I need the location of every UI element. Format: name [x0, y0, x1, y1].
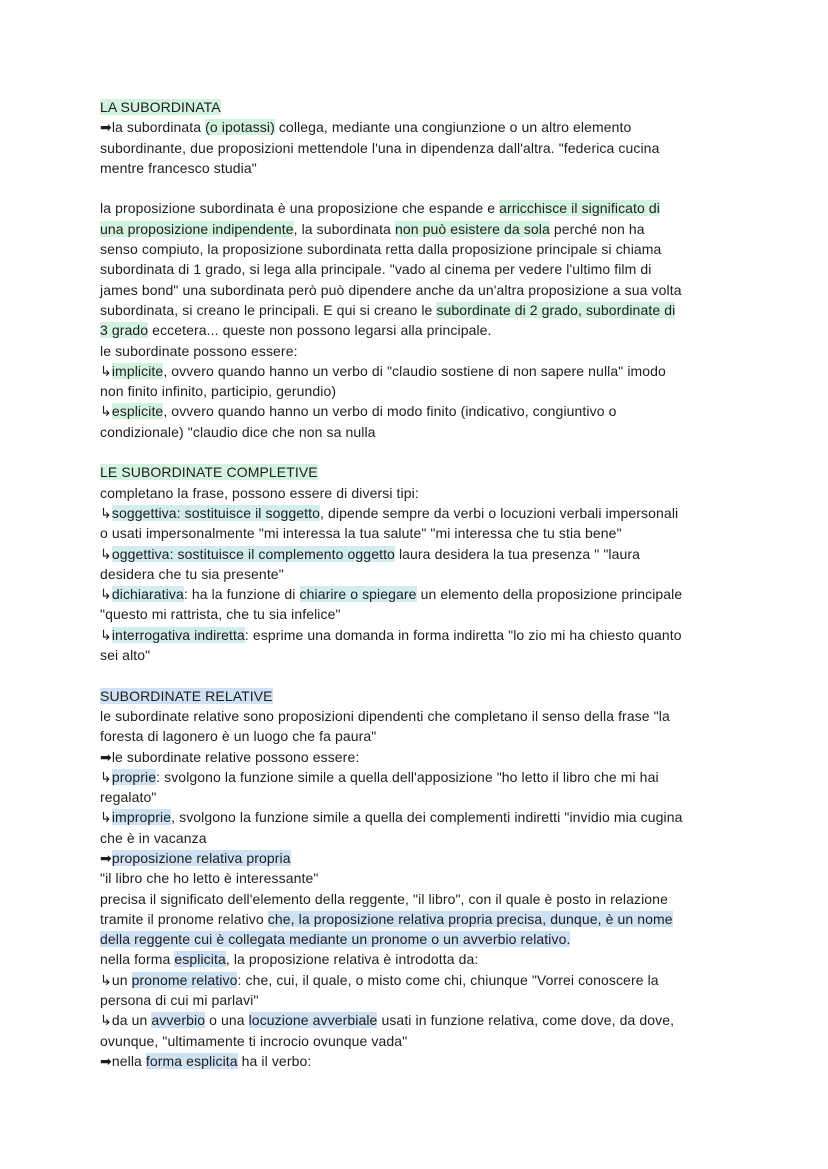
text-line	[100, 706, 750, 726]
text-run: desidera che tu sia presente"	[100, 565, 284, 582]
text-run: condizionale) "claudio dice che non sa nulla	[100, 423, 376, 440]
text-line	[100, 909, 750, 929]
text-run: , ovvero quando hanno un verbo di "claudio sostiene di non sapere nulla" imodo	[163, 362, 666, 379]
highlighted-text: non può esistere da sola	[394, 220, 550, 237]
text-line	[100, 341, 750, 361]
text-run: completano la frase, possono essere di diversi tipi:	[100, 484, 419, 501]
text-run: subordinata di 1 grado, si lega alla principale. "vado al cinema per vedere l'ultimo film di	[100, 261, 652, 278]
text-run: : che, cui, il quale, o misto come chi, chiunque "Vorrei conoscere la	[237, 971, 659, 988]
text-run: ↳da un	[100, 1012, 152, 1029]
text-line	[100, 97, 750, 117]
arrow-icon: ↳	[100, 362, 112, 379]
highlighted-text: esplicita	[174, 951, 226, 968]
arrow-icon: ↳	[100, 403, 112, 420]
highlighted-text: della reggente cui è collegata mediante un pronome o un avverbio relativo.	[100, 931, 571, 948]
arrow-icon: ↳	[100, 504, 112, 521]
text-line	[100, 361, 750, 381]
text-run: , la proposizione relativa è introdotta da:	[225, 951, 479, 968]
highlighted-text: (o ipotassi)	[205, 119, 275, 136]
text-run: la proposizione subordinata è una proposizione che espande e	[100, 200, 500, 217]
highlighted-text: avverbio	[151, 1012, 206, 1029]
text-run: , la subordinata	[293, 220, 395, 237]
text-line	[100, 949, 750, 969]
highlighted-text: che, la proposizione relativa propria precisa, dunque, è un nome	[267, 910, 673, 927]
highlighted-text: SUBORDINATE RELATIVE	[100, 687, 273, 704]
text-line	[100, 787, 750, 807]
highlighted-text: oggettiva: sostituisce il complemento oggetto	[111, 545, 395, 562]
text-line	[100, 1031, 750, 1051]
text-line	[100, 462, 750, 482]
text-run: foresta di lagonero è un luogo che fa paura"	[100, 728, 377, 745]
text-run: ➡la subordinata	[100, 119, 206, 136]
text-line	[100, 970, 750, 990]
highlighted-text: dichiarativa	[111, 586, 184, 603]
text-run: , ovvero quando hanno un verbo di modo finito (indicativo, congiuntivo o	[163, 403, 617, 420]
text-run: subordinante, due proposizioni mettendole l'una in dipendenza dall'altra. "federica cucina	[100, 139, 660, 156]
text-run: "il libro che ho letto è interessante"	[100, 870, 319, 887]
text-line	[100, 259, 750, 279]
text-line	[100, 726, 750, 746]
highlighted-text: soggettiva: sostituisce il soggetto	[111, 504, 321, 521]
text-line	[100, 767, 750, 787]
text-run: mentre francesco studia"	[100, 159, 257, 176]
text-line	[100, 990, 750, 1010]
text-run: senso compiuto, la proposizione subordinata retta dalla proposizione principale si chiama	[100, 241, 662, 258]
text-run: precisa il significato dell'elemento della reggente, "il libro", con il quale è posto in relazione	[100, 890, 668, 907]
text-line	[100, 848, 750, 868]
text-line	[100, 1051, 750, 1071]
text-run: le subordinate relative sono proposizioni dipendenti che completano il senso della frase "la	[100, 707, 670, 724]
text-run: ➡le subordinate relative possono essere:	[100, 748, 360, 765]
text-line	[100, 158, 750, 178]
text-run: subordinata, si creano le principali. E qui si creano le	[100, 301, 437, 318]
text-line	[100, 544, 750, 564]
text-run: le subordinate possono essere:	[100, 342, 298, 359]
document-content	[100, 97, 750, 1071]
text-line	[100, 1010, 750, 1030]
arrow-icon: ➡	[100, 849, 112, 866]
arrow-icon: ↳	[100, 768, 112, 785]
text-line	[100, 503, 750, 523]
text-line	[100, 929, 750, 949]
text-run: usati in funzione relativa, come dove, da dove,	[377, 1012, 675, 1029]
text-line	[100, 564, 750, 584]
arrow-icon: ↳	[100, 545, 112, 562]
highlighted-text: chiarire o spiegare	[299, 586, 417, 603]
highlighted-text: subordinate di 2 grado, subordinate di	[436, 301, 676, 318]
highlighted-text: locuzione avverbiale	[248, 1012, 378, 1029]
text-run: : svolgono la funzione simile a quella dell'apposizione "ho letto il libro che mi hai	[156, 768, 659, 785]
highlighted-text: improprie	[111, 809, 172, 826]
text-run: che è in vacanza	[100, 829, 207, 846]
text-run: james bond" una subordinata però può dipendere anche da un'altra proposizione a sua volta	[100, 281, 682, 298]
text-run: ovunque, "ultimamente ti incrocio ovunque vada"	[100, 1032, 408, 1049]
highlighted-text: proprie	[111, 768, 157, 785]
arrow-icon: ↳	[100, 586, 112, 603]
highlighted-text: una proposizione indipendente	[100, 220, 294, 237]
text-run: regalato"	[100, 789, 157, 806]
highlighted-text: LE SUBORDINATE COMPLETIVE	[100, 464, 318, 481]
text-line	[100, 747, 750, 767]
text-line	[100, 401, 750, 421]
highlighted-text: 3 grado	[100, 322, 149, 339]
highlighted-text: pronome relativo	[131, 971, 238, 988]
text-run: "questo mi rattrista, che tu sia infelice"	[100, 606, 341, 623]
text-run: , svolgono la funzione simile a quella dei complementi indiretti "invidio mia cugina	[171, 809, 683, 826]
highlighted-text: implicite	[111, 362, 164, 379]
text-line	[100, 625, 750, 645]
text-run: : ha la funzione di	[183, 586, 300, 603]
text-line	[100, 584, 750, 604]
text-run: collega, mediante una congiunzione o un altro elemento	[274, 119, 632, 136]
text-run: o una	[205, 1012, 249, 1029]
text-line	[100, 117, 750, 137]
text-run: laura desidera la tua presenza " "laura	[394, 545, 641, 562]
highlighted-text: arricchisce il significato di	[499, 200, 661, 217]
arrow-icon: ↳	[100, 626, 112, 643]
text-line	[100, 198, 750, 218]
text-line	[100, 320, 750, 340]
text-line	[100, 828, 750, 848]
text-run: un elemento della proposizione principale	[416, 586, 683, 603]
text-line	[100, 483, 750, 503]
text-run: non finito infinito, participio, gerundio)	[100, 383, 337, 400]
text-run: nella forma	[100, 951, 175, 968]
text-run: ↳un	[100, 971, 132, 988]
text-run: tramite il pronome relativo	[100, 910, 268, 927]
text-line	[100, 889, 750, 909]
highlighted-text: proposizione relativa propria	[111, 849, 291, 866]
blank-line	[100, 442, 750, 462]
text-line	[100, 300, 750, 320]
text-line	[100, 604, 750, 624]
highlighted-text: LA SUBORDINATA	[100, 99, 221, 115]
text-line	[100, 523, 750, 543]
text-line	[100, 381, 750, 401]
blank-line	[100, 178, 750, 198]
text-run: persona di cui mi parlavi"	[100, 992, 259, 1009]
text-run: , dipende sempre da verbi o locuzioni verbali impersonali	[320, 504, 679, 521]
arrow-icon: ↳	[100, 809, 112, 826]
highlighted-text: esplicite	[111, 403, 164, 420]
text-run: perché non ha	[549, 220, 645, 237]
text-line	[100, 422, 750, 442]
text-line	[100, 645, 750, 665]
text-line	[100, 239, 750, 259]
text-run: ➡nella	[100, 1052, 146, 1069]
text-run: ha il verbo:	[237, 1052, 312, 1069]
blank-line	[100, 665, 750, 685]
text-line	[100, 138, 750, 158]
text-line	[100, 868, 750, 888]
highlighted-text: interrogativa indiretta	[111, 626, 245, 643]
text-line	[100, 807, 750, 827]
text-run: sei alto"	[100, 647, 151, 664]
text-run: : esprime una domanda in forma indiretta "lo zio mi ha chiesto quanto	[244, 626, 682, 643]
text-line	[100, 686, 750, 706]
highlighted-text: forma esplicita	[145, 1052, 238, 1069]
text-run: eccetera... queste non possono legarsi alla principale.	[148, 322, 492, 339]
text-line	[100, 280, 750, 300]
text-run: o usati impersonalmente "mi interessa la tua salute" "mi interessa che tu stia bene"	[100, 525, 622, 542]
text-line	[100, 219, 750, 239]
